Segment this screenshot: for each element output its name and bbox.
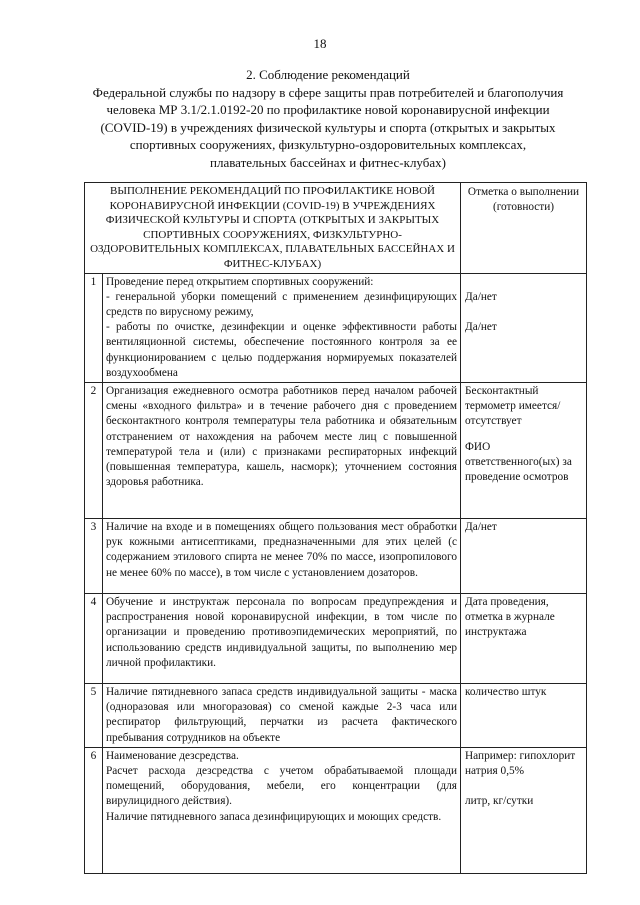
row-text: - генеральной уборки помещений с применением дезинфицирующих средств по вирусному режиму,: [106, 290, 457, 318]
row-description: Наличие пятидневного запаса средств индивидуальной защиты - маска (одноразовая или многоразовая) со сменой каждые 2-3 часа или респиратор фильтрующий, перчатки из расчета фактического пребывания сотрудников на объекте: [103, 683, 461, 747]
table-row: [85, 382, 587, 518]
table-header-row: [85, 183, 587, 274]
section-heading: [68, 66, 588, 171]
heading-line-3: человека МР 3.1/2.1.0192-20 по профилактике новой коронавирусной инфекции: [106, 102, 550, 117]
page-number: 18: [313, 36, 327, 51]
row-number: 6: [85, 747, 103, 873]
row-number: 1: [85, 273, 103, 382]
row-description: Обучение и инструктаж персонала по вопросам предупреждения и распространения новой коронавирусной инфекции, в том числе по организации и проведению противоэпидемических мероприятий, по использованию средств индивидуальной защиты, по выполнению мер личной профилактики.: [103, 593, 461, 683]
row-text: - работы по очистке, дезинфекции и оценке эффективности работы вентиляционной системы, обеспечение постоянного контроля за ее функционированием с целью поддержания нормируемых показателей воздухообмена: [106, 321, 457, 379]
heading-line-4: (COVID-19) в учреждениях физической культуры и спорта (открытых и закрытых: [100, 119, 556, 135]
mark-text: Да/нет: [465, 320, 497, 333]
row-number: 4: [85, 593, 103, 683]
table-row: [85, 747, 587, 873]
row-description: [103, 747, 461, 873]
row-number: 2: [85, 382, 103, 518]
heading-line-2: Федеральной службы по надзору в сфере защиты прав потребителей и благополучия: [92, 84, 564, 100]
row-mark: Дата проведения, отметка в журнале инструктажа: [461, 593, 587, 683]
header-right-cell: Отметка о выполнении (готовности): [461, 183, 587, 274]
heading-line-6: плавательных бассейнах и фитнес-клубах): [210, 154, 446, 170]
row-text: Проведение перед открытием спортивных сооружений:: [106, 275, 374, 288]
row-mark: [461, 747, 587, 873]
header-left-cell: ВЫПОЛНЕНИЕ РЕКОМЕНДАЦИЙ ПО ПРОФИЛАКТИКЕ НОВОЙ КОРОНАВИРУСНОЙ ИНФЕКЦИИ (COVID-19) В УЧРЕЖДЕНИЯХ ФИЗИЧЕСКОЙ КУЛЬТУРЫ И СПОРТА (ОТКРЫТЫХ И ЗАКРЫТЫХ СПОРТИВНЫХ СООРУЖЕНИЯХ, ФИЗКУЛЬТУРНО-ОЗДОРОВИТЕЛЬНЫХ КОМПЛЕКСАХ, ПЛАВАТЕЛЬНЫХ БАССЕЙНАХ И ФИТНЕС-КЛУБАХ): [85, 183, 461, 274]
row-number: 5: [85, 683, 103, 747]
mark-text: Например: гипохлорит натрия 0,5%: [465, 749, 576, 777]
heading-line-1: 2. Соблюдение рекомендаций: [246, 67, 410, 82]
heading-line-5: спортивных сооружениях, физкультурно-оздоровительных комплексах,: [129, 137, 527, 152]
row-text: Расчет расхода дезсредства с учетом обрабатываемой площади помещений, оборудования, мебели, его концентрации (для вирулицидного действия).: [106, 765, 457, 808]
row-mark: [461, 382, 587, 518]
row-mark: количество штук: [461, 683, 587, 747]
mark-text: Да/нет: [465, 290, 497, 303]
row-mark: Да/нет: [461, 518, 587, 593]
row-description: [103, 273, 461, 382]
table-row: [85, 273, 587, 382]
recommendations-table: [84, 182, 587, 874]
mark-text: ФИО ответственного(ых) за проведение осмотров: [465, 440, 572, 483]
table-row: [85, 593, 587, 683]
row-text: Наименование дезсредства.: [106, 749, 239, 762]
table-row: [85, 683, 587, 747]
row-description: Организация ежедневного осмотра работников перед началом рабочей смены «входного фильтра» и в течение рабочего дня с проведением бесконтактного контроля температуры тела работника и обязательным отстранением от нахождения на рабочем месте лиц с повышенной температурой тела и (или) с признаками респираторных инфекций (повышенная температура, кашель, насморк); уточнением состояния здоровья работника.: [103, 382, 461, 518]
row-description: Наличие на входе и в помещениях общего пользования мест обработки рук кожными антисептиками, предназначенными для этих целей (с содержанием этилового спирта не менее 70% по массе, изопропилового не менее 60% по массе), в том числе с установлением дозаторов.: [103, 518, 461, 593]
row-number: 3: [85, 518, 103, 593]
mark-text: Бесконтактный термометр имеется/отсутствует: [465, 384, 561, 428]
row-text: Наличие пятидневного запаса дезинфицирующих и моющих средств.: [106, 810, 442, 823]
table-row: [85, 518, 587, 593]
row-mark: [461, 273, 587, 382]
mark-text: литр, кг/сутки: [465, 795, 534, 808]
